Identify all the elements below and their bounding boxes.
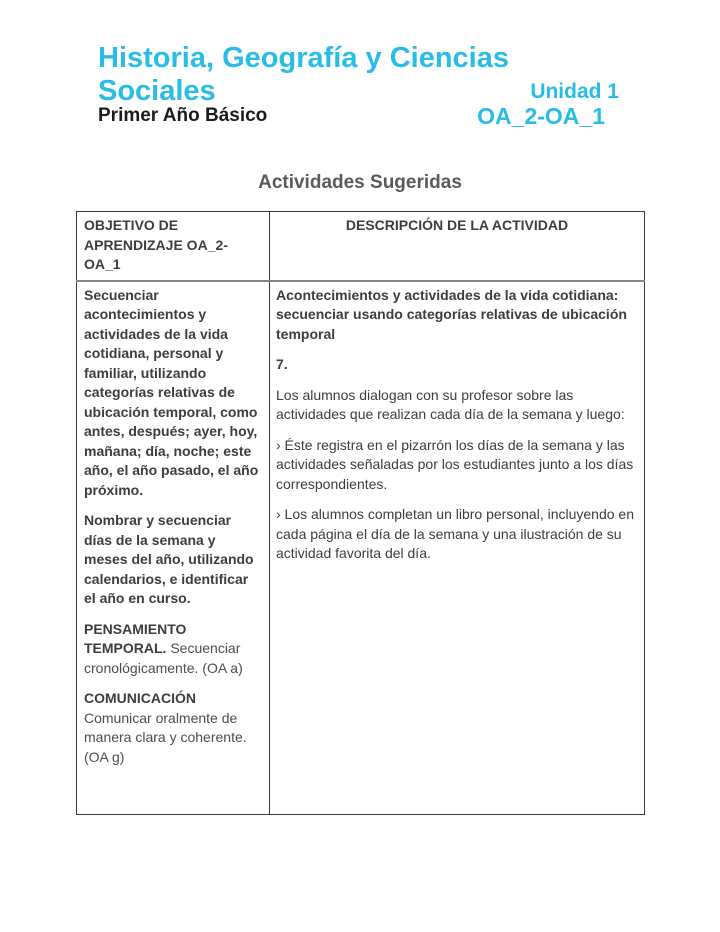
objective-paragraph: Nombrar y secuenciar días de la semana y meses del año, utilizando calendarios, e identificar el año en curso. <box>84 512 254 606</box>
activity-bullet: › Éste registra en el pizarrón los días de la semana y las actividades señaladas por los estudiantes junto a los días correspondientes. <box>276 436 634 492</box>
activities-table <box>76 211 645 815</box>
table-header-row <box>77 212 645 281</box>
oa-code: OA_2-OA_1 <box>477 103 605 129</box>
unit-label: Unidad 1 <box>530 80 619 103</box>
activity-number: 7. <box>276 356 288 372</box>
description-cell <box>270 281 645 815</box>
column-header-description: DESCRIPCIÓN DE LA ACTIVIDAD <box>270 212 645 281</box>
skill-paragraph <box>84 620 262 679</box>
skill-lead: PENSAMIENTO TEMPORAL. <box>84 620 187 656</box>
objective-cell <box>77 281 270 815</box>
subject-title: Historia, Geografía y Ciencias Sociales <box>98 42 509 107</box>
column-header-objective: OBJETIVO DE APRENDIZAJE OA_2-OA_1 <box>77 212 270 281</box>
skill-rest: Comunicar oralmente de manera clara y coherente. (OA g) <box>84 709 247 765</box>
objective-paragraph: Secuenciar acontecimientos y actividades de la vida cotidiana, personal y familiar, utilizando categorías relativas de ubicación temporal, como antes, después; ayer, hoy, mañana; día, noche; este año, el año pasado, el año próximo. <box>84 286 259 498</box>
activity-heading: Acontecimientos y actividades de la vida cotidiana: secuenciar usando categorías relativas de ubicación temporal <box>276 286 627 342</box>
table-body-row <box>77 281 645 815</box>
section-title: Actividades Sugeridas <box>258 172 462 193</box>
skill-lead: COMUNICACIÓN <box>84 690 196 706</box>
skill-rest: Secuenciar cronológicamente. (OA a) <box>84 640 243 676</box>
skill-paragraph <box>84 689 262 767</box>
activity-bullet: › Los alumnos completan un libro personal, incluyendo en cada página el día de la semana y una ilustración de su actividad favorita del día. <box>276 506 634 561</box>
grade-level: Primer Año Básico <box>98 105 268 126</box>
activity-intro: Los alumnos dialogan con su profesor sobre las actividades que realizan cada día de la semana y luego: <box>276 386 625 422</box>
